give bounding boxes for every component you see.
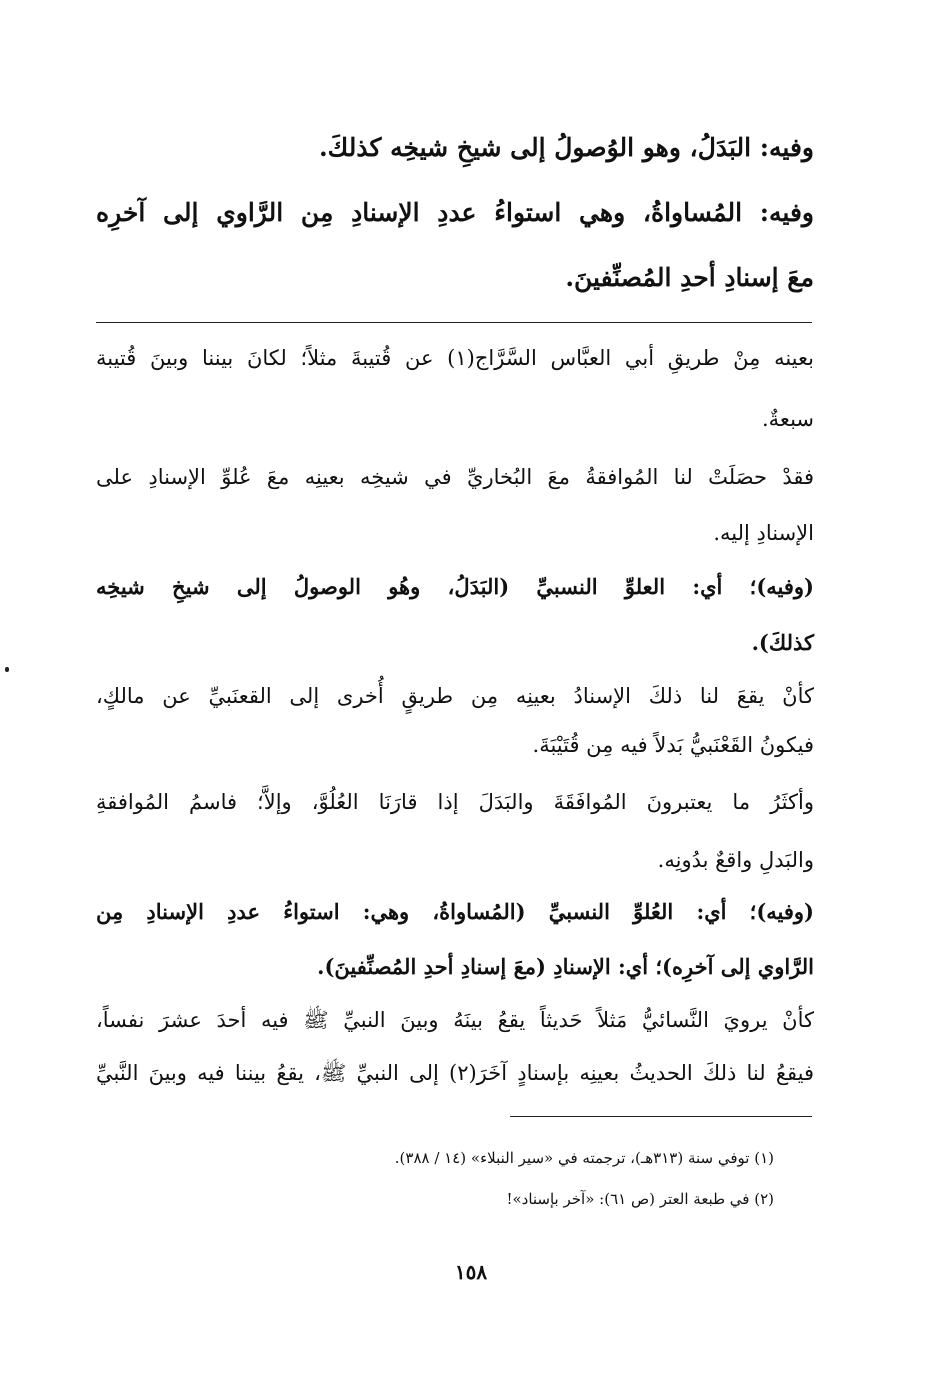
footnote-divider xyxy=(510,1116,812,1117)
commentary-line-7: كأنْ يقعَ لنا ذلكَ الإسنادُ بعينِه مِن طريقٍ أُخرى إلى القعنَبيِّ عن مالكٍ، xyxy=(96,684,814,708)
commentary-line-11: (وفيه)؛ أي: العُلوِّ النسبيِّ (المُساواةُ، وهي: استواءُ عددِ الإسنادِ مِن xyxy=(96,899,814,924)
page-number: ١٥٨ xyxy=(454,1260,488,1284)
main-text-line-1: وفيه: البَدَلُ، وهو الوُصولُ إلى شيخِ شيخِه كذلكَ. xyxy=(318,133,814,162)
commentary-line-9: وأكثَرُ ما يعتبرونَ المُوافَقَةَ والبَدَلَ إذا قارَنَا العُلُوَّ، وإلاَّ؛ فاسمُ المُوافقةِ xyxy=(96,790,814,814)
footnote-1: (١) توفي سنة (٣١٣هـ)، ترجمته في «سير النبلاء» (١٤ / ٣٨٨). xyxy=(394,1149,774,1167)
commentary-line-3: فقدْ حصَلَتْ لنا المُوافقةُ معَ البُخاريِّ في شيخِه بعينِه معَ عُلوِّ الإسنادِ على xyxy=(96,465,814,489)
commentary-line-13: كأنْ يرويَ النَّسائيُّ مَثلاً حَديثاً يقعُ بينَهُ وبينَ النبيِّ ﷺ فيه أحدَ عشرَ نفساً، xyxy=(96,1008,814,1032)
main-text-line-3: معَ إسنادِ أحدِ المُصنِّفينَ. xyxy=(565,263,814,292)
footnote-2: (٢) في طبعة العتر (ص ٦١): «آخر بإسناد»! xyxy=(506,1190,774,1208)
commentary-line-12: الرَّاوي إلى آخرِه)؛ أي: الإسنادِ (معَ إسنادِ أحدِ المُصنِّفينَ). xyxy=(317,954,814,979)
scan-edge-mark xyxy=(5,667,9,672)
commentary-line-1: بعينه مِنْ طريقِ أبي العبَّاس السَّرَّاج(١) عن قُتيبةَ مثلاً؛ لكانَ بيننا وبينَ قُتيبة xyxy=(96,346,814,370)
commentary-line-8: فيكونُ القَعْنَبيُّ بَدلاً فيه مِن قُتَيْبَةَ. xyxy=(532,733,814,757)
section-divider xyxy=(96,322,812,323)
commentary-line-4: الإسنادِ إليه. xyxy=(713,521,814,545)
commentary-line-6: كذلكَ). xyxy=(751,630,814,655)
commentary-line-5: (وفيه)؛ أي: العلوِّ النسبيِّ (البَدَلُ، وهُو الوصولُ إلى شيخِ شيخِه xyxy=(96,574,814,599)
commentary-line-10: والبَدلِ واقعٌ بدُونِه. xyxy=(657,848,814,872)
commentary-line-2: سبعةٌ. xyxy=(762,407,814,431)
main-text-line-2: وفيه: المُساواةُ، وهي استواءُ عددِ الإسنادِ مِن الرَّاوي إلى آخرِه xyxy=(96,198,814,227)
commentary-line-14: فيقعُ لنا ذلكَ الحديثُ بعينِه بإسنادٍ آخَرَ(٢) إلى النبيِّ ﷺ، يقعُ بيننا فيه وبينَ النَّبيِّ xyxy=(96,1061,815,1085)
